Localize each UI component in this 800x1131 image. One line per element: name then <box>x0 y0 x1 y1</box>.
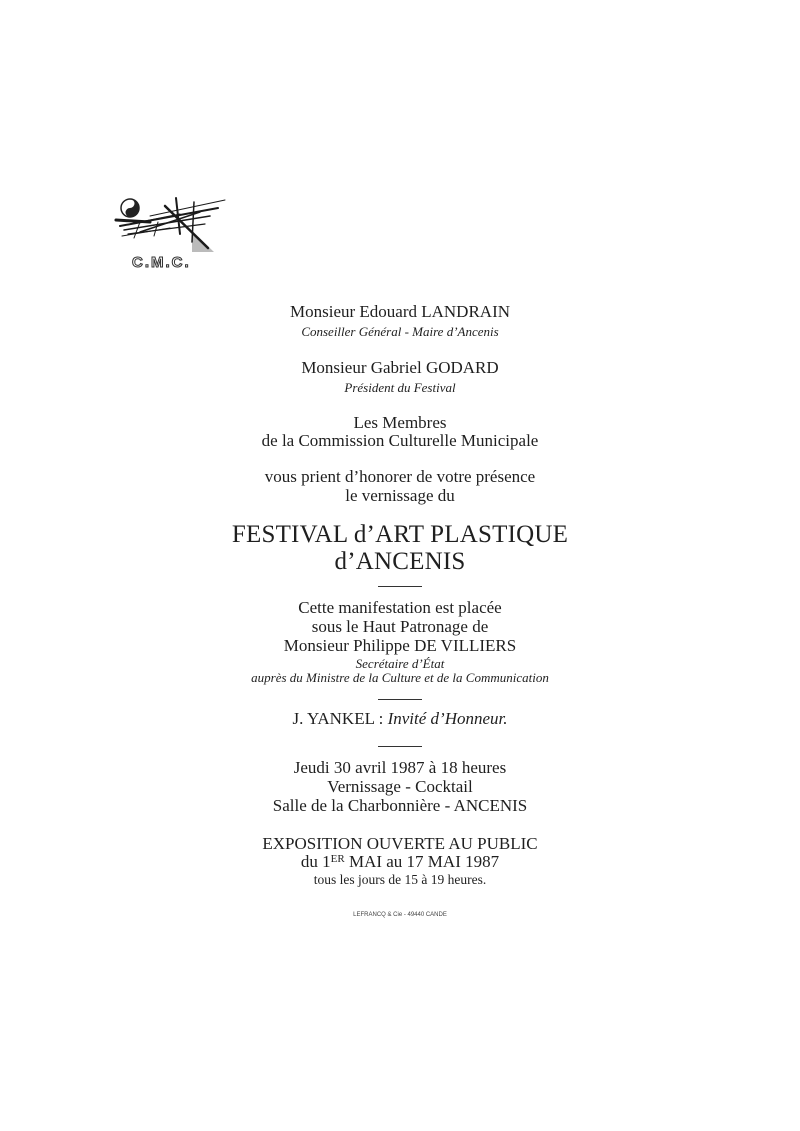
event-type: Vernissage - Cocktail <box>327 777 473 796</box>
exhibition-headline: EXPOSITION OUVERTE AU PUBLIC <box>262 834 538 853</box>
guest-name: J. YANKEL : <box>292 709 384 728</box>
event-title-location: d’ANCENIS <box>334 548 466 575</box>
event-title: FESTIVAL d’ART PLASTIQUE <box>231 521 569 548</box>
event-date: Jeudi 30 avril 1987 à 18 heures <box>293 758 507 777</box>
logo-text: C.M.C. <box>132 254 191 271</box>
guest-title: Invité d’Honneur. <box>387 709 508 728</box>
host-name: Monsieur Gabriel GODARD <box>301 358 499 377</box>
host-role: Conseiller Général - Maire d’Ancenis <box>301 324 499 339</box>
divider <box>378 586 422 587</box>
guest-of-honour <box>0 709 800 729</box>
patron-role: auprès du Ministre de la Culture et de la Communication <box>251 670 549 685</box>
members-line: Les Membres <box>353 413 447 432</box>
dates-prefix: du 1 <box>300 852 331 871</box>
invitation-line: le vernissage du <box>345 486 455 505</box>
patron-name: Monsieur Philippe DE VILLIERS <box>283 636 517 655</box>
divider <box>378 699 422 700</box>
invitation-line: vous prient d’honorer de votre présence <box>264 467 536 486</box>
host-role: Président du Festival <box>344 380 456 395</box>
patronage-line: sous le Haut Patronage de <box>311 617 489 636</box>
cmc-logo <box>110 186 230 276</box>
patronage-line: Cette manifestation est placée <box>298 598 502 617</box>
dates-superscript: ER <box>330 853 345 865</box>
host-name: Monsieur Edouard LANDRAIN <box>289 302 511 321</box>
exhibition-dates <box>0 852 800 872</box>
event-venue: Salle de la Charbonnière - ANCENIS <box>272 796 528 815</box>
divider <box>378 746 422 747</box>
exhibition-hours: tous les jours de 15 à 19 heures. <box>313 872 487 887</box>
dates-suffix: MAI au 17 MAI 1987 <box>344 852 500 871</box>
members-line: de la Commission Culturelle Municipale <box>261 431 539 450</box>
printer-credit: LEFRANCQ & Cie - 49440 CANDE <box>353 912 447 918</box>
yin-yang-brushstroke-icon <box>110 186 230 256</box>
patron-role: Secrétaire d’État <box>355 656 445 671</box>
